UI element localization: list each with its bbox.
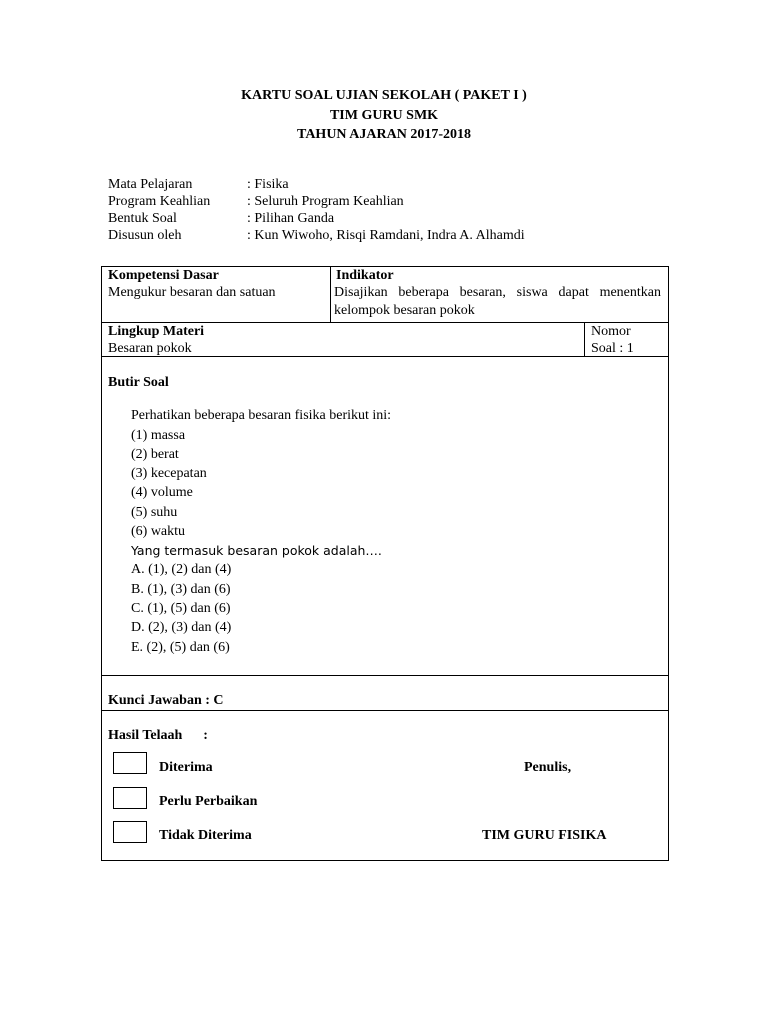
meta-block: [108, 176, 525, 244]
list-item: (1) massa: [131, 428, 186, 443]
list-item: (5) suhu: [131, 505, 178, 520]
divider: [102, 675, 668, 676]
diterima-checkbox[interactable]: [113, 752, 147, 774]
divider: [584, 322, 585, 356]
answer-option: B. (1), (3) dan (6): [131, 582, 231, 597]
meta-label: Program Keahlian: [108, 194, 211, 209]
answer-option: D. (2), (3) dan (4): [131, 620, 232, 635]
answer-option: E. (2), (5) dan (6): [131, 640, 230, 655]
answer-option: C. (1), (5) dan (6): [131, 601, 231, 616]
header-title: KARTU SOAL UJIAN SEKOLAH ( PAKET I ): [241, 88, 527, 103]
penulis-label: Penulis,: [524, 760, 572, 775]
divider: [330, 267, 331, 322]
meta-label: Bentuk Soal: [108, 211, 177, 226]
kompetensi-label: Kompetensi Dasar: [108, 268, 219, 283]
meta-value: : Pilihan Ganda: [247, 211, 335, 226]
header-team: TIM GURU SMK: [329, 108, 439, 123]
question-prompt: Yang termasuk besaran pokok adalah….: [131, 543, 382, 558]
divider: [102, 710, 668, 711]
answer-key: Kunci Jawaban : C: [108, 693, 224, 708]
tidak-diterima-label: Tidak Diterima: [159, 828, 252, 843]
meta-row-program: [108, 193, 525, 210]
team-signature: TIM GURU FISIKA: [482, 828, 607, 843]
question-intro: Perhatikan beberapa besaran fisika berikut ini:: [131, 408, 392, 423]
butir-soal-label: Butir Soal: [108, 375, 169, 390]
list-item: (4) volume: [131, 485, 193, 500]
perlu-perbaikan-label: Perlu Perbaikan: [159, 794, 258, 809]
indikator-line: Disajikan beberapa besaran, siswa dapat menentkan: [334, 285, 661, 300]
answer-option: A. (1), (2) dan (4): [131, 562, 232, 577]
question-card: [101, 266, 669, 861]
meta-label: Mata Pelajaran: [108, 177, 193, 192]
indikator-line: kelompok besaran pokok: [334, 303, 475, 318]
tidak-diterima-checkbox[interactable]: [113, 821, 147, 843]
lingkup-value: Besaran pokok: [108, 341, 192, 356]
indikator-label: Indikator: [336, 268, 394, 283]
meta-value: : Seluruh Program Keahlian: [247, 194, 404, 209]
meta-label: Disusun oleh: [108, 228, 182, 243]
header-year: TAHUN AJARAN 2017-2018: [297, 127, 471, 142]
list-item: (2) berat: [131, 447, 179, 462]
nomor-label: Nomor: [591, 324, 631, 339]
nomor-value: Soal : 1: [591, 341, 634, 356]
meta-value: : Kun Wiwoho, Risqi Ramdani, Indra A. Alhamdi: [247, 228, 525, 243]
kompetensi-value: Mengukur besaran dan satuan: [108, 285, 276, 300]
meta-row-form: [108, 210, 525, 227]
meta-row-subject: [108, 176, 525, 193]
meta-row-author: [108, 227, 525, 244]
list-item: (6) waktu: [131, 524, 186, 539]
diterima-label: Diterima: [159, 760, 213, 775]
list-item: (3) kecepatan: [131, 466, 207, 481]
lingkup-label: Lingkup Materi: [108, 324, 205, 339]
perlu-perbaikan-checkbox[interactable]: [113, 787, 147, 809]
hasil-telaah-label: Hasil Telaah :: [108, 728, 208, 743]
meta-value: : Fisika: [247, 177, 289, 192]
